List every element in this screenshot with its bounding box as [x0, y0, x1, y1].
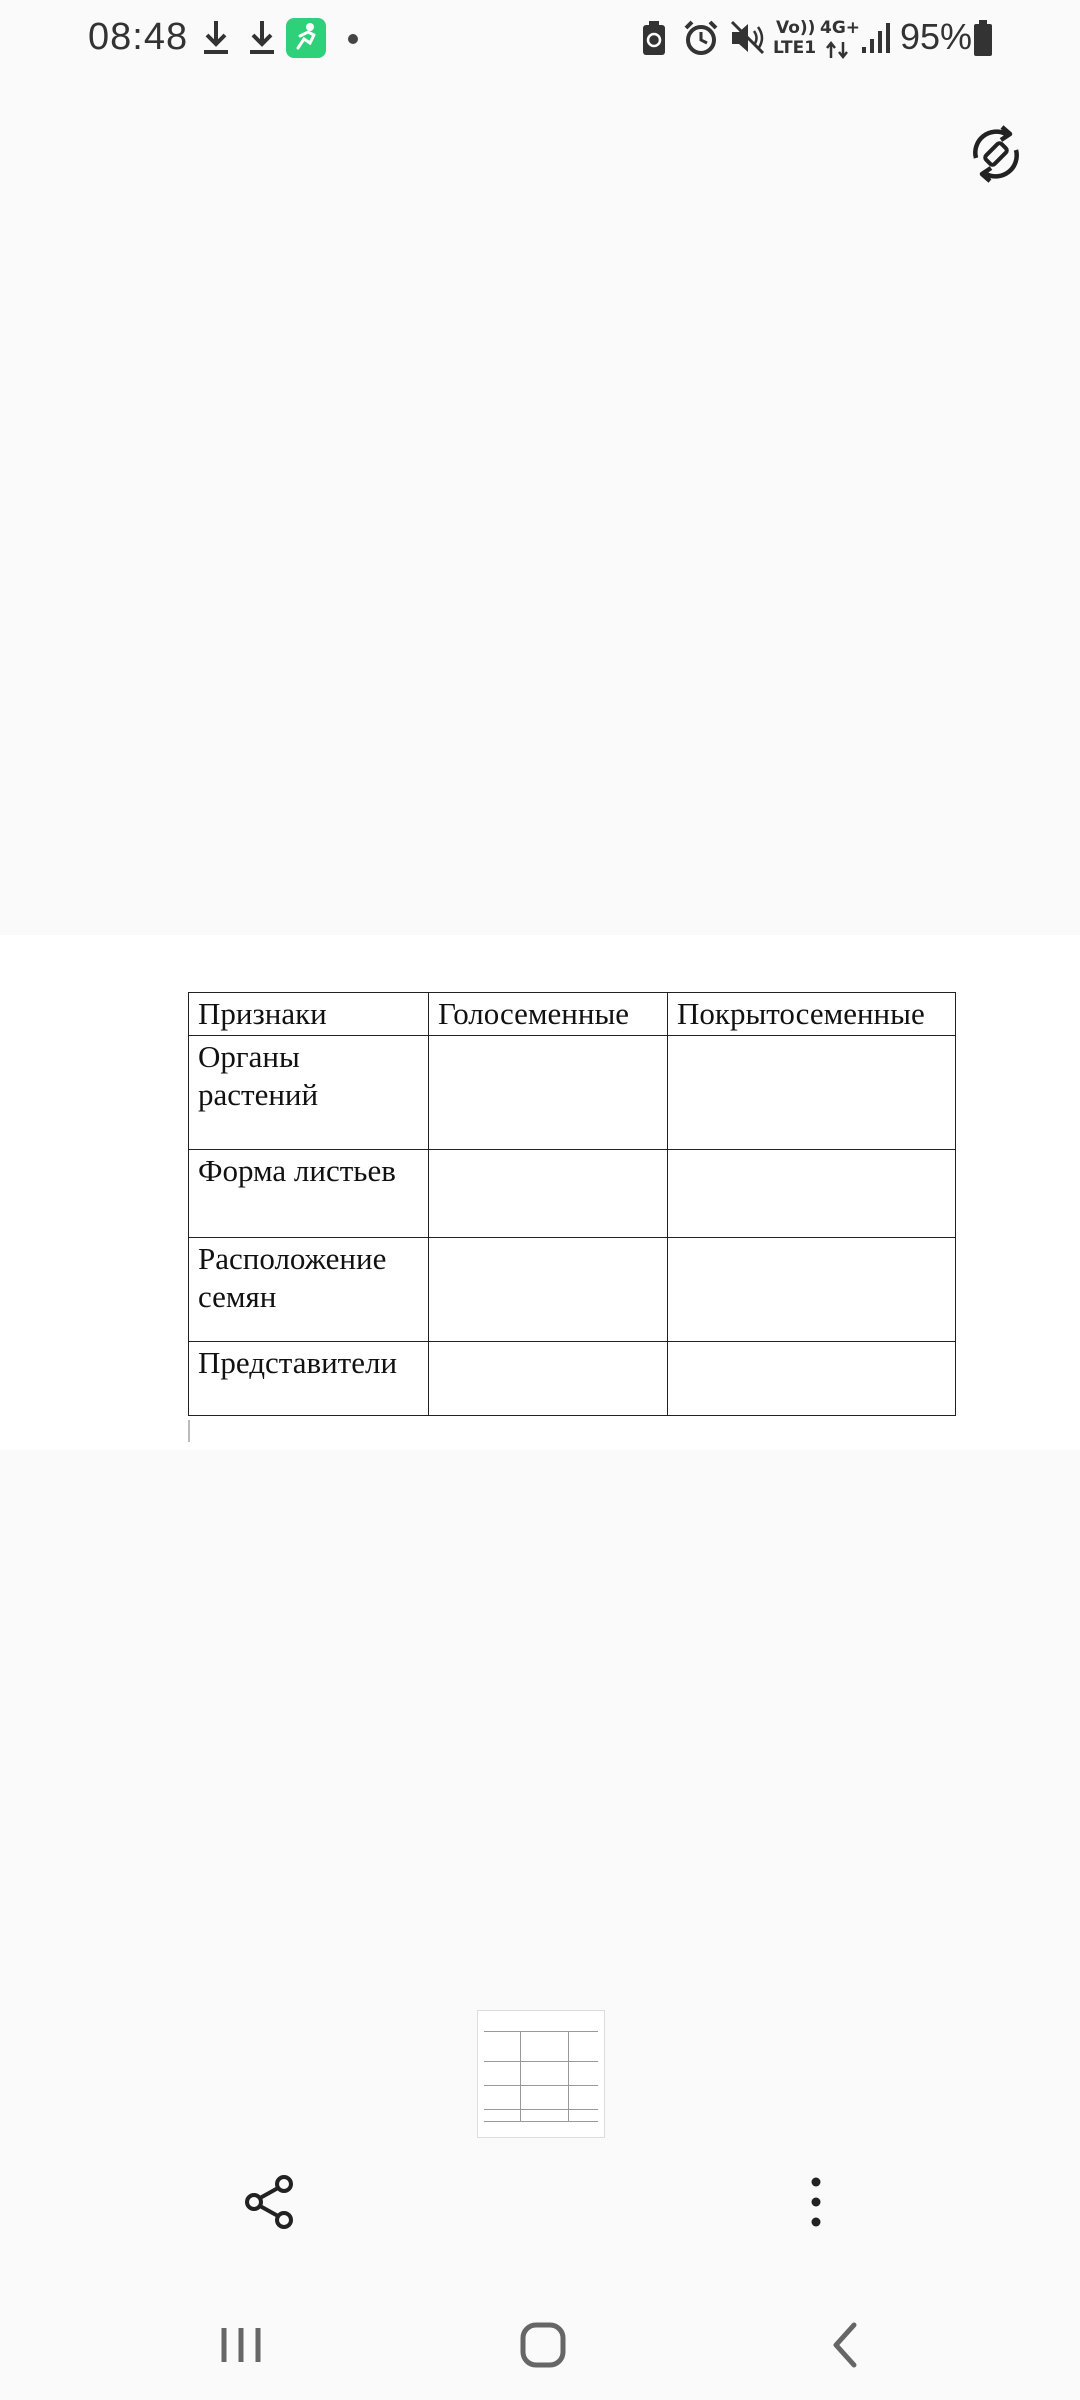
table-cell [429, 1238, 668, 1342]
thumbnail-line [484, 2109, 598, 2110]
table-header-cell: Признаки [189, 993, 429, 1036]
download-icon [242, 18, 282, 58]
row-label-cell: Органы растений [189, 1036, 429, 1150]
share-icon [240, 2172, 300, 2232]
data-arrows-icon [822, 40, 852, 60]
fitness-app-icon [286, 18, 326, 58]
lte-label: LTE1 [773, 38, 817, 58]
image-thumbnail[interactable] [477, 2010, 605, 2138]
table-header-row [189, 993, 956, 1036]
back-button[interactable] [810, 2310, 880, 2380]
table-row [189, 1150, 956, 1238]
battery-icon [970, 18, 996, 58]
back-icon [810, 2310, 880, 2380]
row-label-cell: Форма листьев [189, 1150, 429, 1238]
volte-label: Vo)) [776, 18, 816, 38]
thumbnail-line [520, 2031, 521, 2121]
table-header-cell: Покрытосеменные [668, 993, 956, 1036]
status-time: 08:48 [88, 16, 189, 58]
status-bar [0, 0, 1080, 80]
table-cell [668, 1150, 956, 1238]
rotate-screen-icon [966, 124, 1026, 184]
row-label-cell: Представители [189, 1342, 429, 1416]
battery-saver-icon [636, 18, 672, 58]
table-cell [429, 1036, 668, 1150]
table-cell [668, 1238, 956, 1342]
thumbnail-line [484, 2121, 598, 2122]
table-cell [668, 1342, 956, 1416]
thumbnail-line [568, 2031, 569, 2121]
rotate-screen-button[interactable] [966, 124, 1026, 184]
table-cell [429, 1150, 668, 1238]
text-cursor [188, 1420, 190, 1442]
share-button[interactable] [240, 2172, 300, 2232]
thumbnail-line [484, 2031, 598, 2032]
table-row [189, 1238, 956, 1342]
network-type-label: 4G+ [820, 18, 861, 38]
mute-icon [728, 18, 768, 58]
signal-icon [858, 18, 894, 58]
battery-percent: 95% [900, 16, 973, 57]
notification-dot [348, 34, 358, 44]
home-icon [508, 2310, 578, 2380]
row-label-cell: Расположение семян [189, 1238, 429, 1342]
table-row [189, 1342, 956, 1416]
home-button[interactable] [508, 2310, 578, 2380]
alarm-icon [680, 18, 722, 58]
download-icon [196, 18, 236, 58]
more-vertical-icon [786, 2172, 846, 2232]
table-cell [429, 1342, 668, 1416]
table-cell [668, 1036, 956, 1150]
comparison-table [188, 992, 956, 1416]
thumbnail-line [484, 2061, 598, 2062]
recent-apps-button[interactable] [206, 2310, 276, 2380]
table-header-cell: Голосеменные [429, 993, 668, 1036]
more-options-button[interactable] [786, 2172, 846, 2232]
thumbnail-line [484, 2085, 598, 2086]
recent-apps-icon [206, 2310, 276, 2380]
table-row [189, 1036, 956, 1150]
